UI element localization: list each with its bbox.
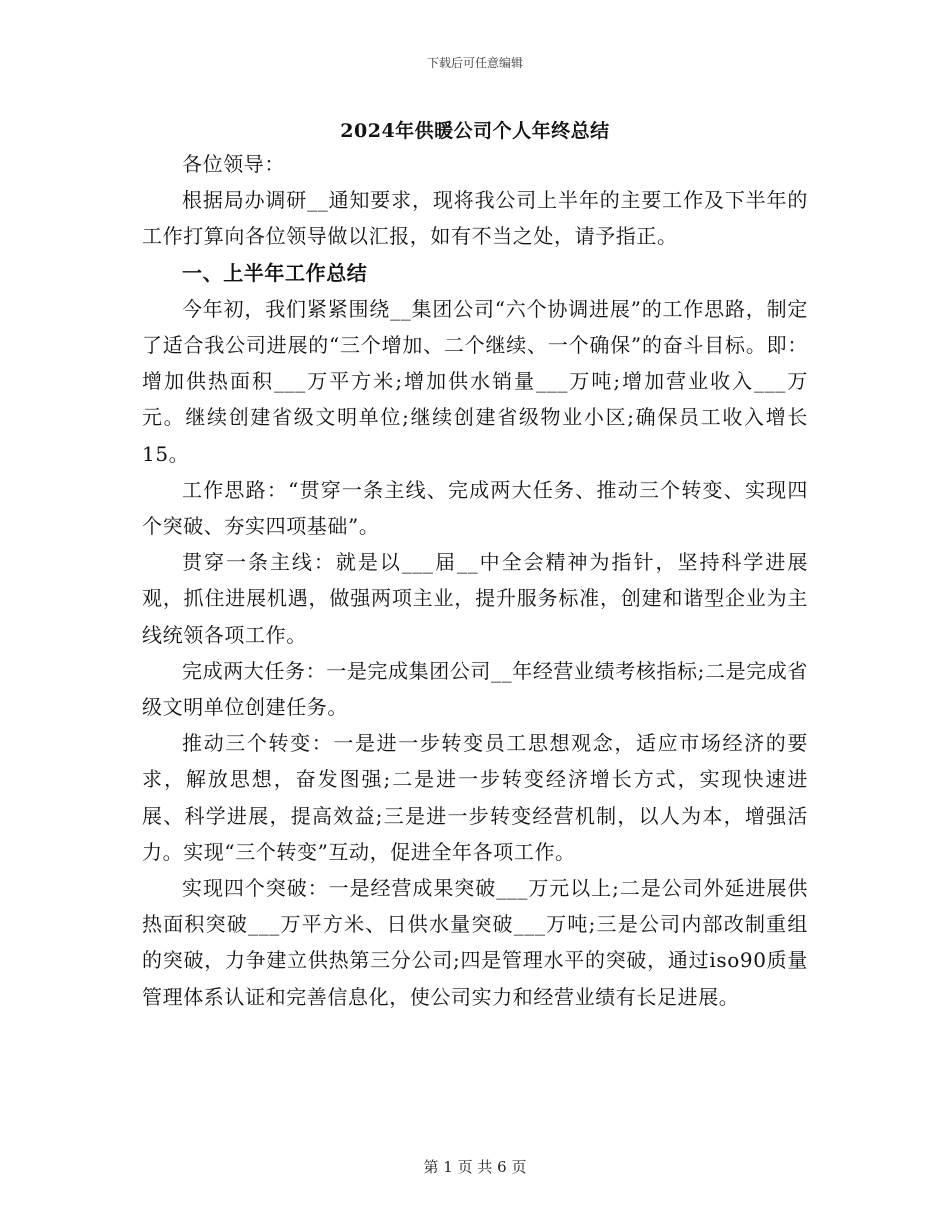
- body-paragraph: 贯穿一条主线：就是以___届__中全会精神为指针，坚持科学进展观，抓住进展机遇，做强两项主业，提升服务标准，创建和谐型企业为主线统领各项工作。: [142, 550, 808, 647]
- document-body: [142, 146, 808, 1015]
- body-paragraph: 推动三个转变：一是进一步转变员工思想观念，适应市场经济的要求，解放思想，奋发图强;二是进一步转变经济增长方式，实现快速进展、科学进展，提高效益;三是进一步转变经营机制，以人为本，增强活力。实现“三个转变”互动，促进全年各项工作。: [142, 731, 808, 864]
- body-paragraph: 工作思路：“贯穿一条主线、完成两大任务、推动三个转变、实现四个突破、夯实四项基础”。: [142, 477, 808, 539]
- body-paragraph: 实现四个突破：一是经营成果突破___万元以上;二是公司外延进展供热面积突破___万平方米、日供水量突破___万吨;三是公司内部改制重组的突破，力争建立供热第三分公司;四是管理水平的突破，通过iso90质量管理体系认证和完善信息化，使公司实力和经营业绩有长足进展。: [142, 876, 808, 1009]
- page-number: 第 1 页 共 6 页: [423, 1158, 527, 1176]
- salutation: 各位领导：: [182, 152, 285, 176]
- body-paragraph: 今年初，我们紧紧围绕__集团公司“六个协调进展”的工作思路，制定了适合我公司进展的“三个增加、二个继续、一个确保”的奋斗目标。即：增加供热面积___万平方米;增加供水销量___万吨;增加营业收入___万元。继续创建省级文明单位;继续创建省级物业小区;确保员工收入增长15。: [142, 296, 808, 466]
- document-title: 2024年供暖公司个人年终总结: [340, 120, 610, 142]
- intro-paragraph: 根据局办调研__通知要求，现将我公司上半年的主要工作及下半年的工作打算向各位领导做以汇报，如有不当之处，请予指正。: [142, 188, 808, 249]
- body-paragraph: 完成两大任务：一是完成集团公司__年经营业绩考核指标;二是完成省级文明单位创建任务。: [142, 658, 808, 720]
- header-note: 下载后可任意编辑: [426, 56, 523, 70]
- section-heading: 一、上半年工作总结: [182, 260, 368, 285]
